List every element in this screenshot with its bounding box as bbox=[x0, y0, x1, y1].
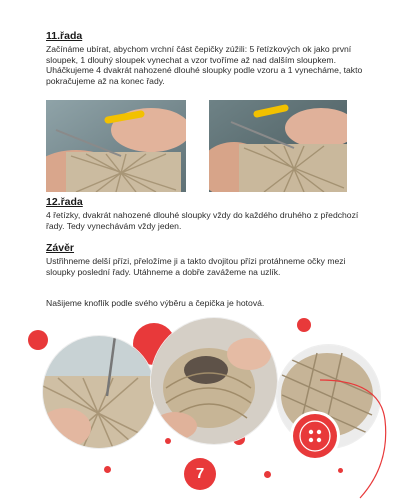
section-12-text: 4 řetízky, dvakrát nahozené dlouhé sloupky vždy do každého druhého z předchozí řady. Tedy vynechávám vždy jeden. bbox=[46, 210, 359, 231]
conclusion-title: Závěr bbox=[46, 242, 75, 254]
finishing-photo-2 bbox=[151, 318, 277, 444]
conclusion-text-1: Ustřihneme delší přízi, přeložíme ji a takto dvojitou přízi protáhneme očky mezi sloupky poslední řady. Utáhneme a dobře zavážeme na uzlík. bbox=[46, 256, 346, 277]
decor-dot bbox=[104, 466, 111, 473]
decor-dot bbox=[264, 471, 271, 478]
step-photo-2 bbox=[209, 100, 347, 192]
decor-dot bbox=[297, 318, 311, 332]
button-icon bbox=[293, 414, 337, 458]
section-11-title: 11.řada bbox=[46, 30, 83, 42]
finishing-photo-1 bbox=[43, 336, 155, 448]
decor-dot bbox=[165, 438, 171, 444]
step-photo-1 bbox=[46, 100, 186, 192]
section-12-title: 12.řada bbox=[46, 196, 83, 208]
decor-dot bbox=[28, 330, 48, 350]
section-11-text: Začínáme ubírat, abychom vrchní část čepičky zúžili: 5 řetízkových ok jako první sloupek, 1 dlouhý sloupek vynechat a vzor tvoříme až nad dalším sloupkem. Uháčkujeme 4 dvakrát nahozené dlouhé sloupky podle vzoru a 1 vynecháme, takto pokračujeme až na konec řady. bbox=[46, 44, 363, 86]
page-number: 7 bbox=[184, 458, 216, 490]
conclusion-text-2: Našijeme knoflík podle svého výběru a čepička je hotová. bbox=[46, 298, 265, 308]
